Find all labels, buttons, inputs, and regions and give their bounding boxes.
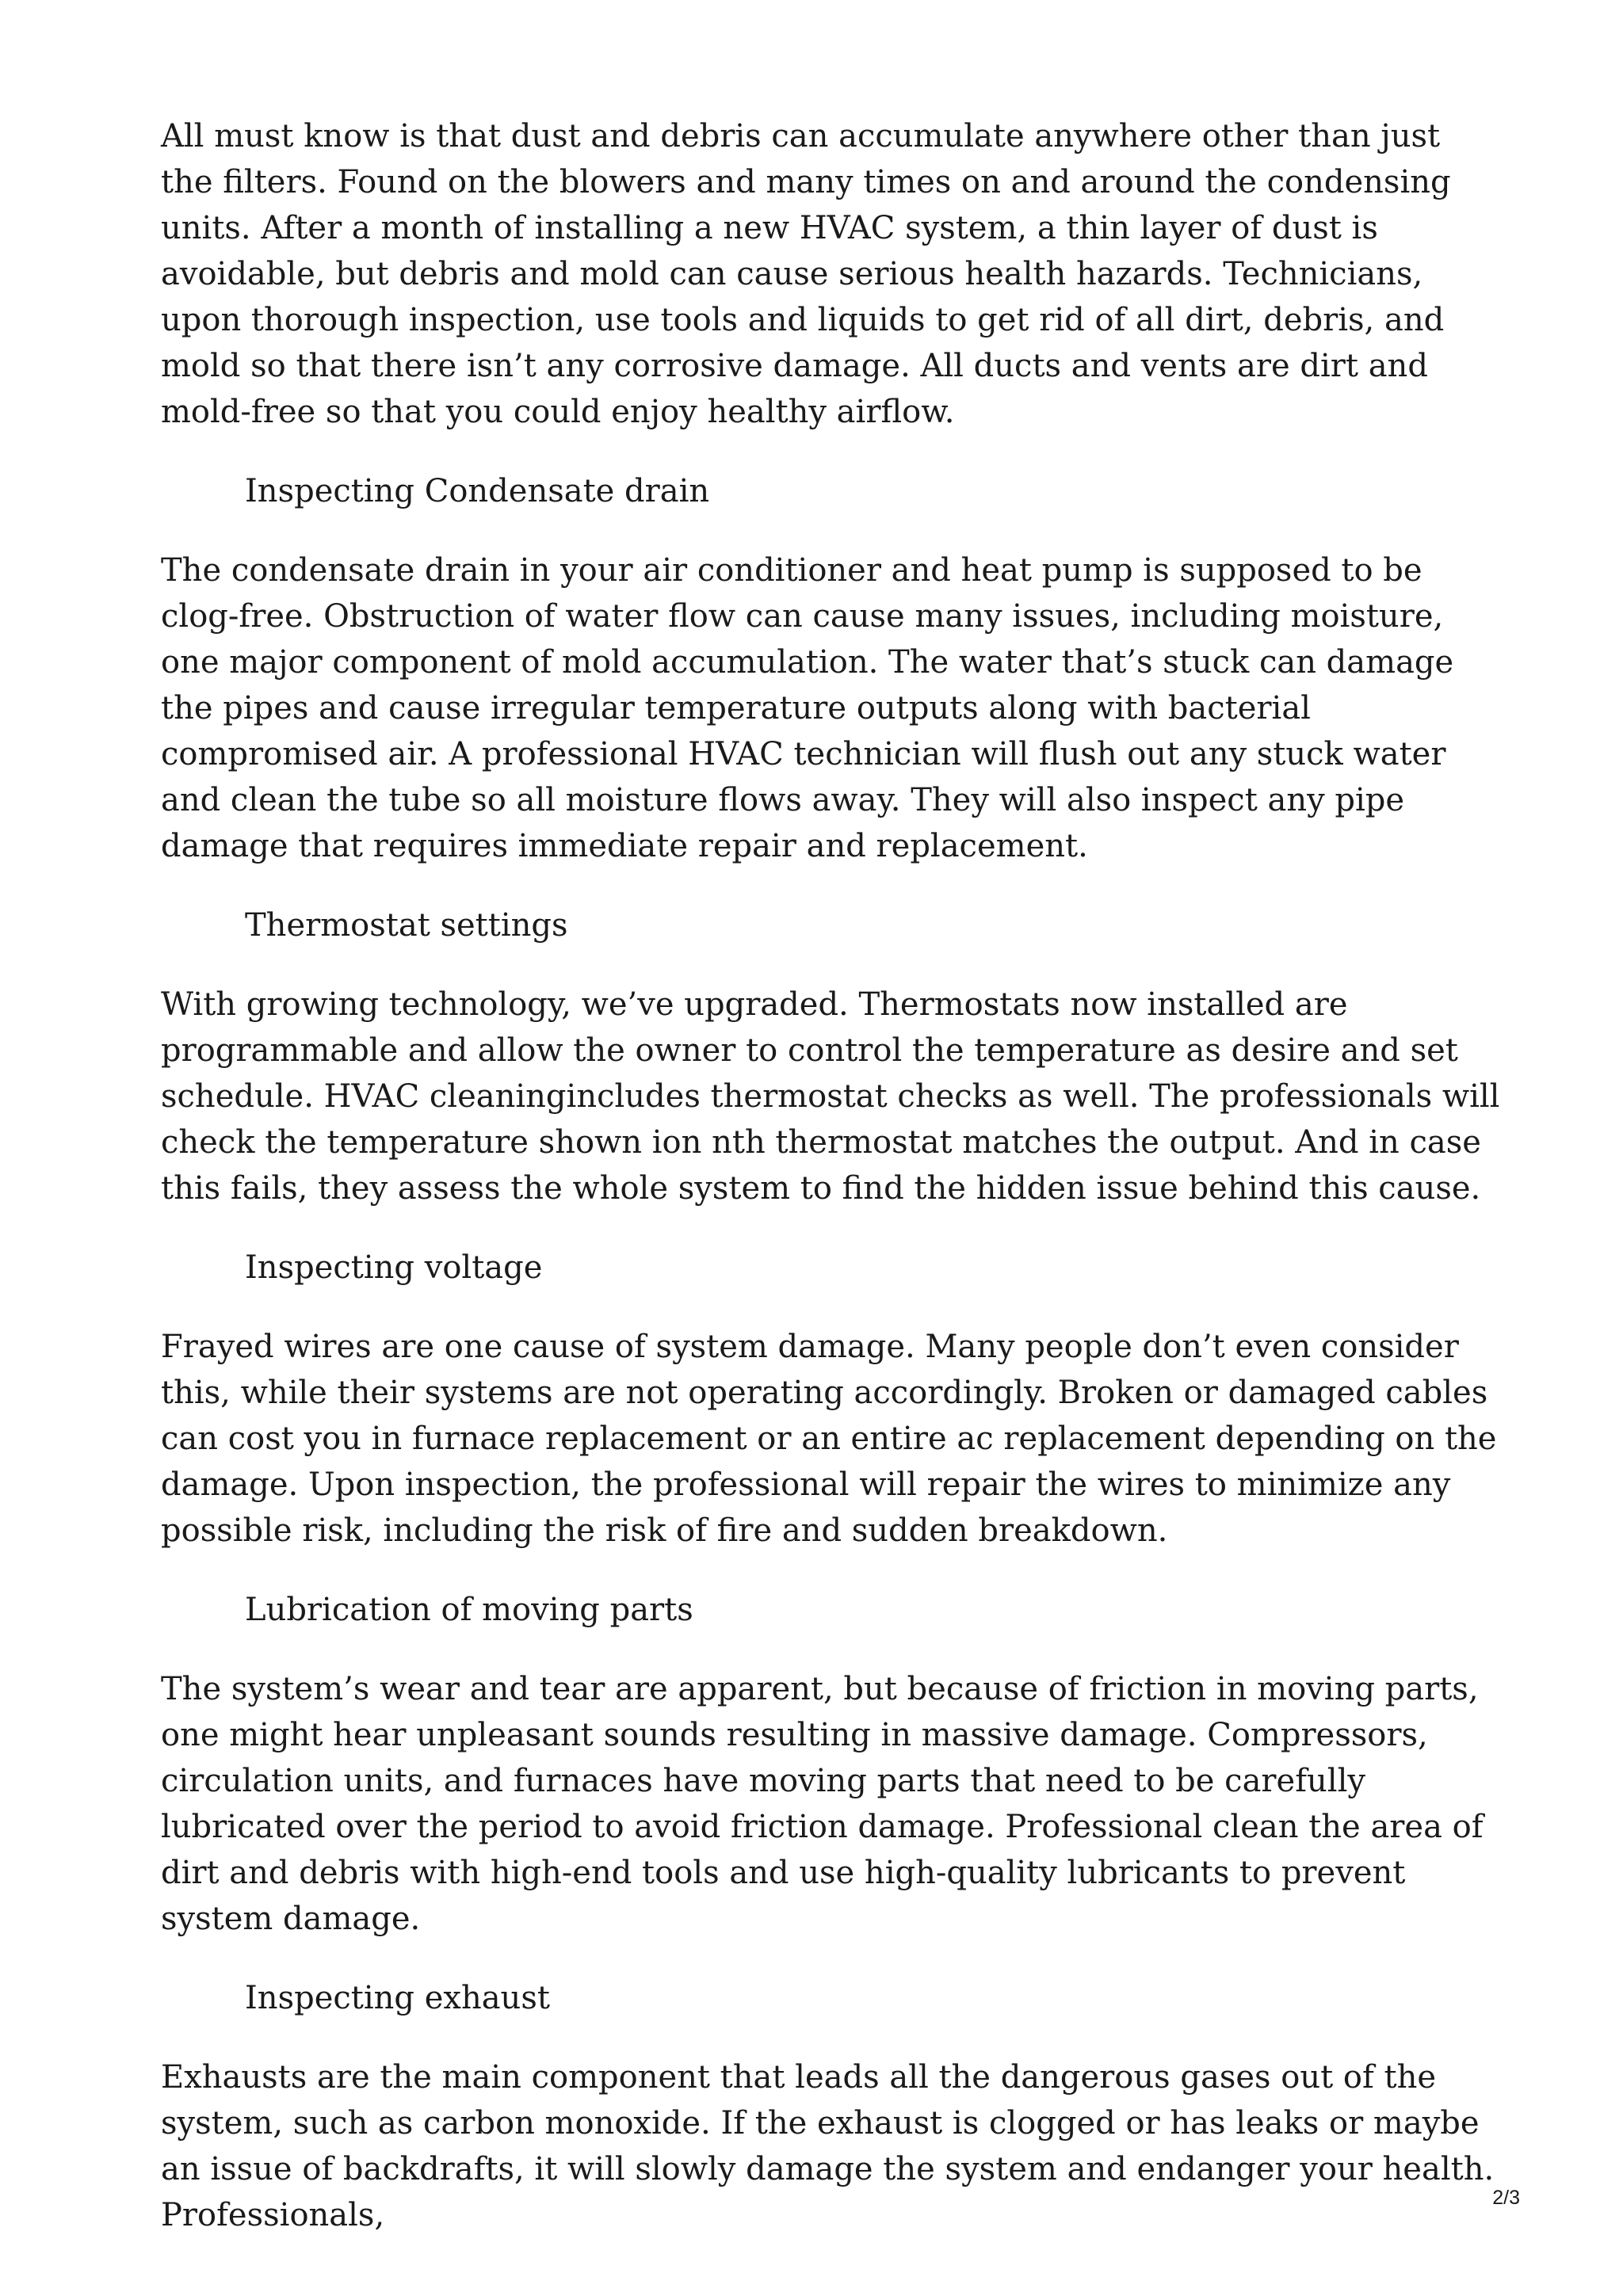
- document-body: [161, 113, 1500, 2271]
- paragraph-thermostat-settings: With growing technology, we’ve upgraded. Thermostats now installed are programmable and allow the owner to control the temperature as desire and set schedule. HVAC cleaningincludes thermostat checks as well. The professionals will check the temperature shown ion nth thermostat matches the output. And in case this fails, they assess the whole system to find the hidden issue behind this cause.: [161, 986, 1500, 1207]
- heading-thermostat-settings: Thermostat settings: [245, 907, 568, 944]
- heading-condensate-drain: Inspecting Condensate drain: [245, 473, 710, 509]
- paragraph-condensate-drain: The condensate drain in your air conditioner and heat pump is supposed to be clog-free. Obstruction of water flow can cause many issues, including moisture, one major component of mold accumulation. The water that’s stuck can damage the pipes and cause irregular temperature outputs along with bacterial compromised air. A professional HVAC technician will flush out any stuck water and clean the tube so all moisture flows away. They will also inspect any pipe damage that requires immediate repair and replacement.: [161, 552, 1454, 864]
- paragraph-lubrication: The system’s wear and tear are apparent, but because of friction in moving parts, one might hear unpleasant sounds resulting in massive damage. Compressors, circulation units, and furnaces have moving parts that need to be carefully lubricated over the period to avoid friction damage. Professional clean the area of dirt and debris with high-end tools and use high-quality lubricants to prevent system damage.: [161, 1671, 1484, 1937]
- paragraph-inspecting-voltage: Frayed wires are one cause of system damage. Many people don’t even consider this, while their systems are not operating accordingly. Broken or damaged cables can cost you in furnace replacement or an entire ac replacement depending on the damage. Upon inspection, the professional will repair the wires to minimize any possible risk, including the risk of fire and sudden breakdown.: [161, 1329, 1497, 1549]
- page-number: 2/3: [1492, 2187, 1520, 2209]
- heading-inspecting-exhaust: Inspecting exhaust: [245, 1980, 550, 2016]
- paragraph-inspecting-exhaust: Exhausts are the main component that leads all the dangerous gases out of the system, such as carbon monoxide. If the exhaust is clogged or has leaks or maybe an issue of backdrafts, it will slowly damage the system and endanger your health. Professionals,: [161, 2059, 1495, 2233]
- heading-inspecting-voltage: Inspecting voltage: [245, 1249, 543, 1286]
- heading-lubrication: Lubrication of moving parts: [245, 1592, 693, 1628]
- paragraph-dust-debris: All must know is that dust and debris can accumulate anywhere other than just the filters. Found on the blowers and many times on and around the condensing units. After a month of installing a new HVAC system, a thin layer of dust is avoidable, but debris and mold can cause serious health hazards. Technicians, upon thorough inspection, use tools and liquids to get rid of all dirt, debris, and mold so that there isn’t any corrosive damage. All ducts and vents are dirt and mold-free so that you could enjoy healthy airflow.: [161, 118, 1451, 430]
